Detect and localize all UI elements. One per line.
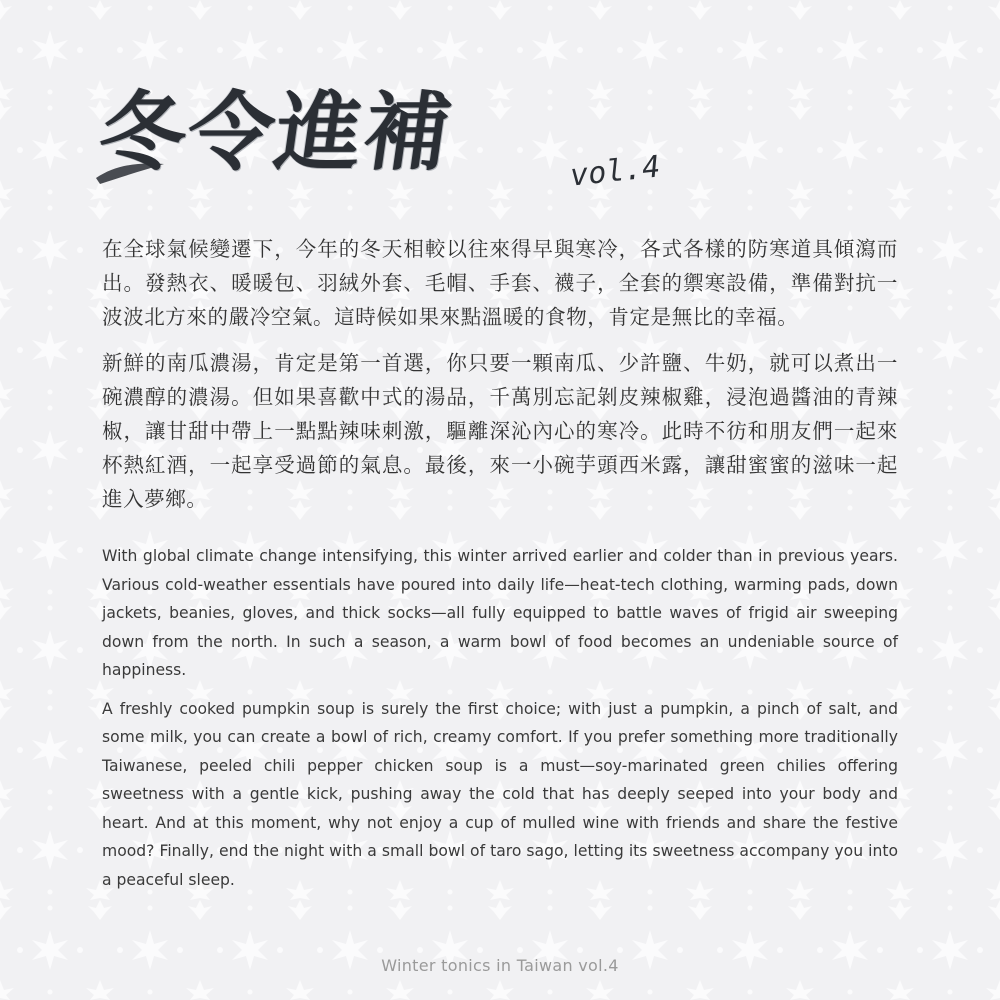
footer-caption: Winter tonics in Taiwan vol.4 bbox=[381, 956, 619, 975]
article-content bbox=[102, 232, 898, 904]
english-paragraph-1: With global climate change intensifying, this winter arrived earlier and colder than in previous years. Various cold-weather essentials have poured into daily life—heat-tech clothing, warming pads, down jackets, beanies, gloves, and thick socks—all fully equipped to battle waves of frigid air sweeping down from the north. In such a season, a warm bowl of food becomes an undeniable source of happiness. bbox=[102, 547, 898, 679]
title-volume-label: vol.4 bbox=[568, 149, 662, 194]
english-section bbox=[102, 542, 898, 894]
english-paragraph-2: A freshly cooked pumpkin soup is surely the first choice; with just a pumpkin, a pinch of salt, and some milk, you can create a bowl of rich, creamy comfort. If you prefer something more traditionally Taiwanese, peeled chili pepper chicken soup is a must—soy-marinated green chilies offering sweetness with a gentle kick, pushing away the cold that has deeply seeped into your body and heart. And at this moment, why not enjoy a cup of mulled wine with friends and share the festive mood? Finally, end the night with a small bowl of taro sago, letting its sweetness accompany you into a peaceful sleep. bbox=[102, 699, 898, 889]
chinese-paragraph-1: 在全球氣候變遷下，今年的冬天相較以往來得早與寒冷，各式各樣的防寒道具傾瀉而出。發熱衣、暖暖包、羽絨外套、毛帽、手套、襪子，全套的禦寒設備，準備對抗一波波北方來的嚴冷空氣。這時候如果來點溫暖的食物，肯定是無比的幸福。 bbox=[102, 237, 898, 329]
calligraphy-title: 冬令進補 bbox=[92, 82, 460, 183]
title-block bbox=[92, 82, 662, 200]
chinese-paragraph-2: 新鮮的南瓜濃湯，肯定是第一首選，你只要一顆南瓜、少許鹽、牛奶，就可以煮出一碗濃醇的濃湯。但如果喜歡中式的湯品，千萬別忘記剝皮辣椒雞，浸泡過醬油的青辣椒，讓甘甜中帶上一點點辣味刺激，驅離深沁內心的寒冷。此時不彷和朋友們一起來杯熱紅酒，一起享受過節的氣息。最後，來一小碗芋頭西米露，讓甜蜜蜜的滋味一起進入夢鄉。 bbox=[102, 351, 898, 511]
